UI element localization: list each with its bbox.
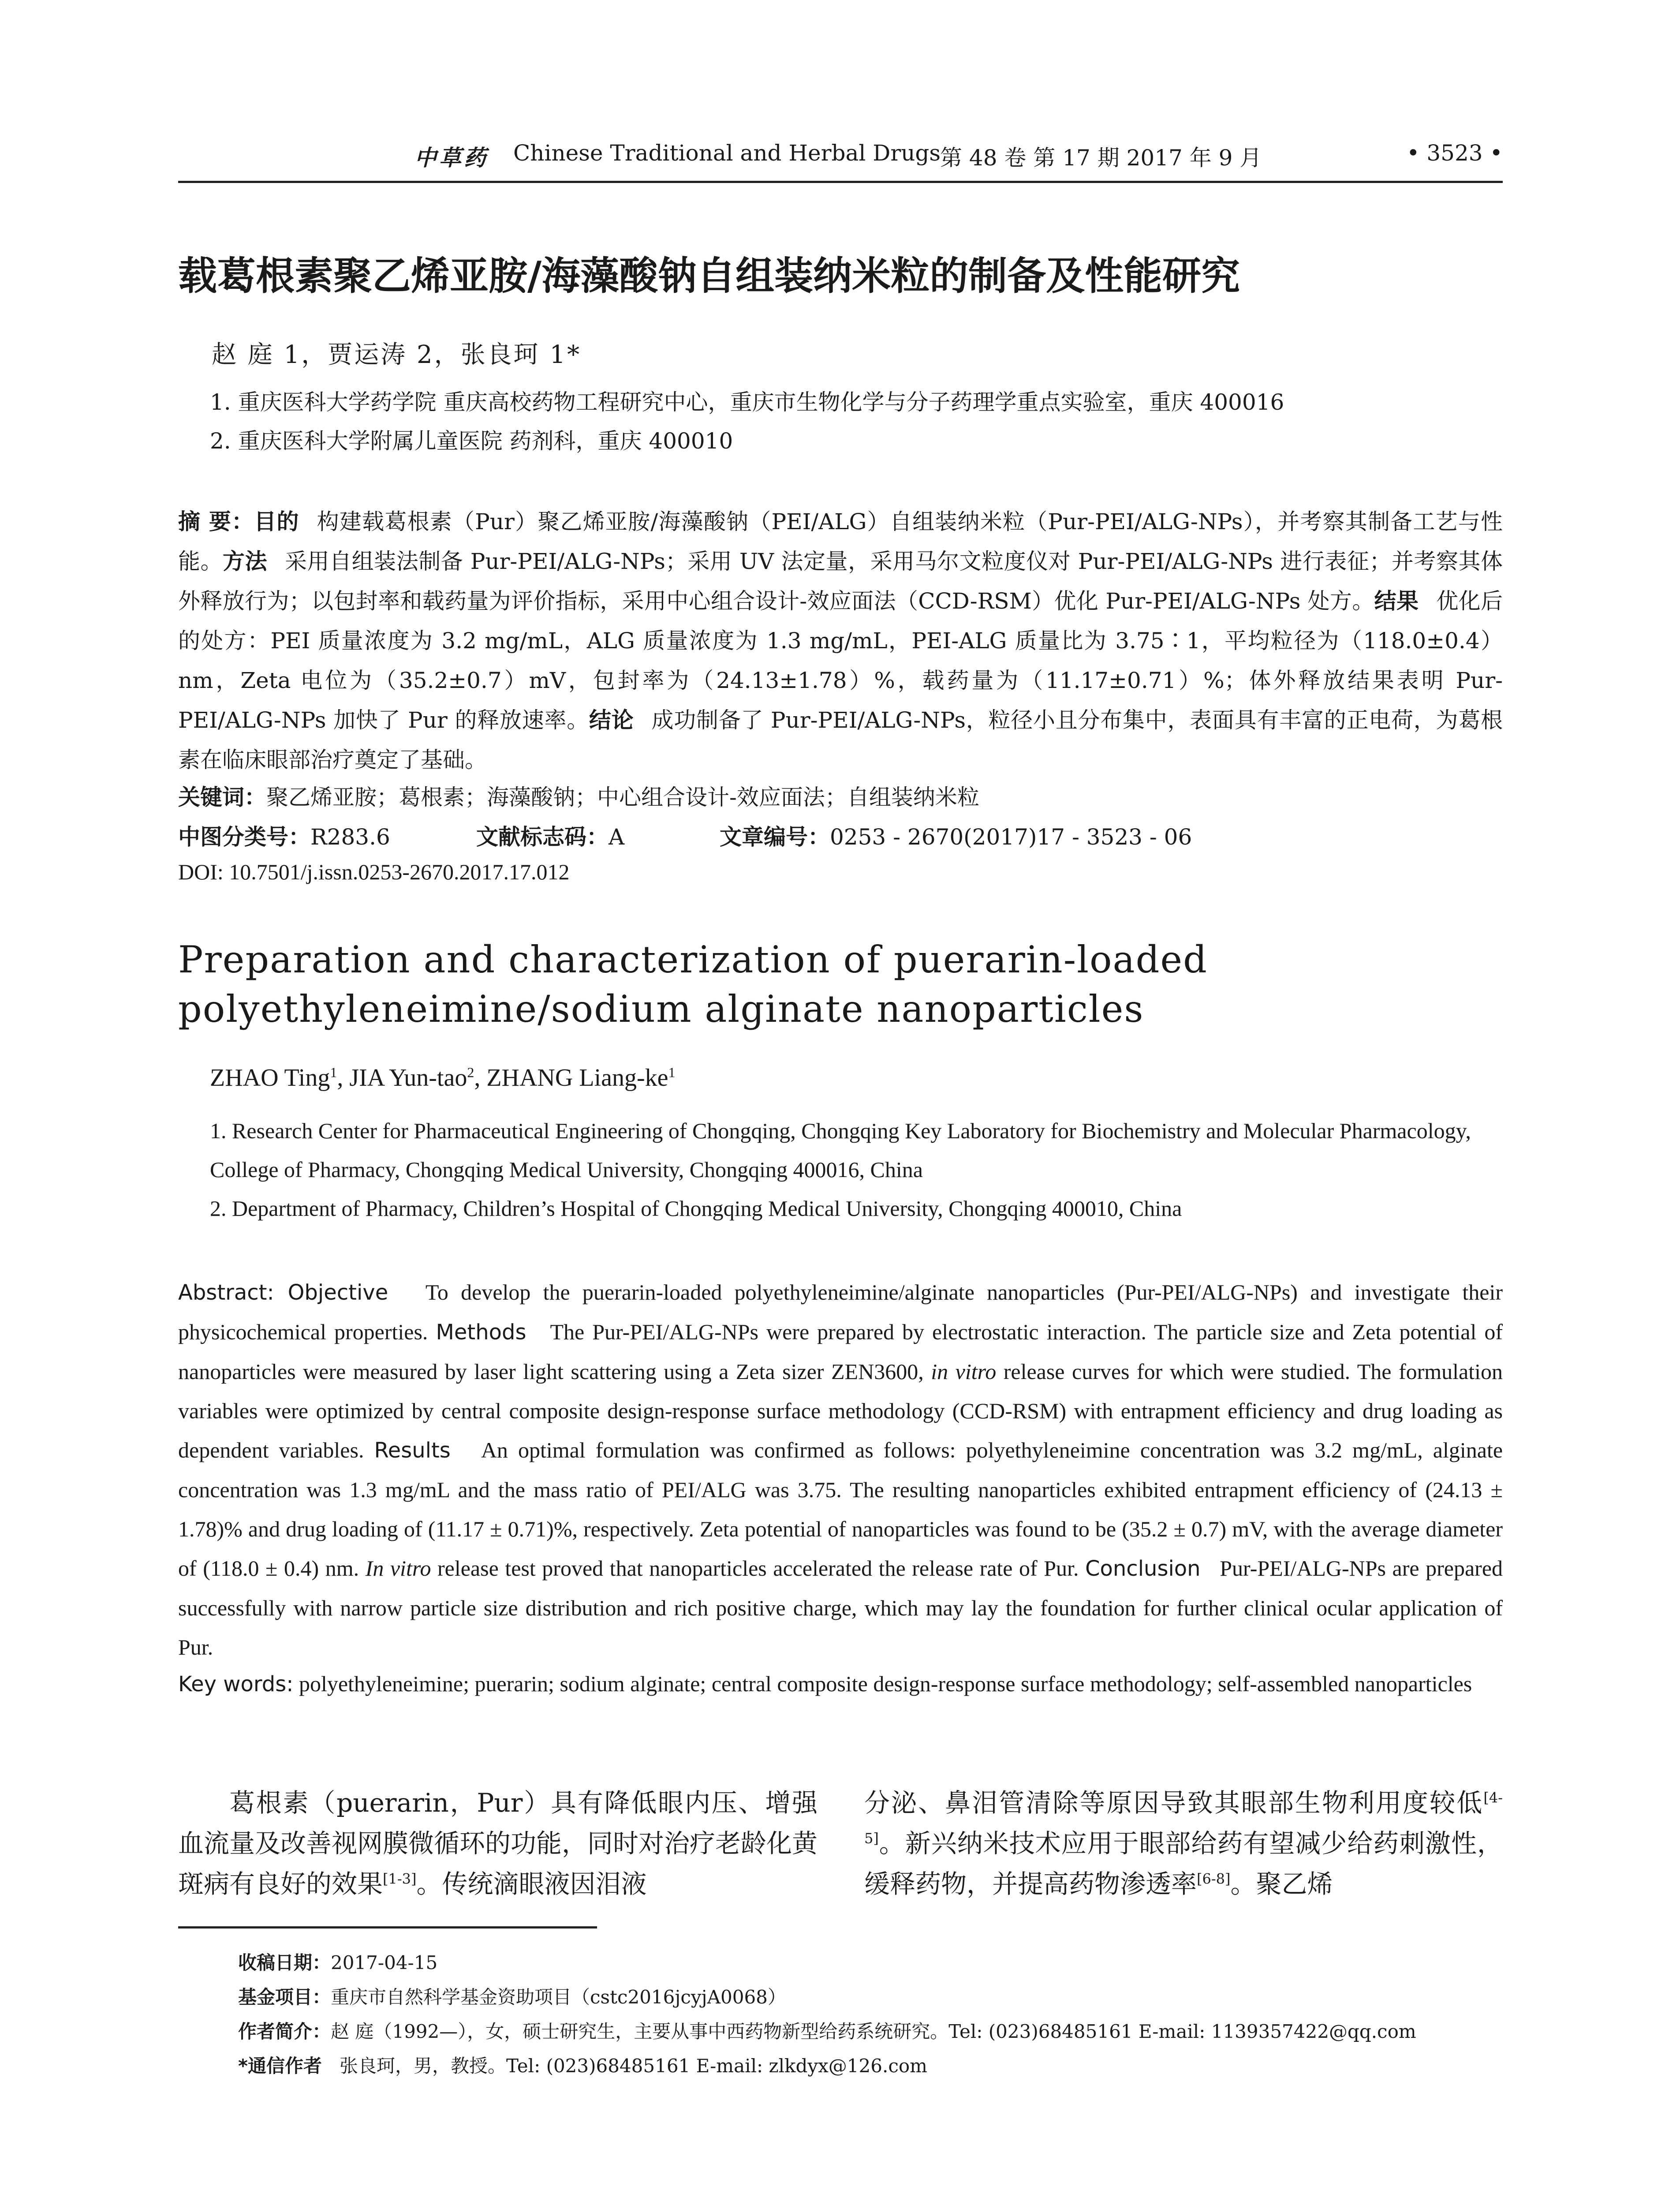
objective-text-en: To develop the puerarin-loaded polyethyleneimine/alginate nanoparticles (Pur-PEI/ALG-NPs) and investigate their physicochemical properties. — [178, 1280, 1503, 1344]
received-label: 收稿日期： — [238, 1952, 331, 1973]
methods-text-en-a: The Pur-PEI/ALG-NPs were prepared by electrostatic interaction. The particle size and Zeta potential of nanoparticles were measured by laser light scattering using a Zeta sizer ZEN3600, — [178, 1319, 1503, 1384]
issue-info: 第 48 卷 第 17 期 2017 年 9 月 — [940, 145, 1262, 171]
article-number — [720, 819, 1192, 851]
methods-text-cn: 采用自组装法制备 Pur-PEI/ALG-NPs；采用 UV 法定量，采用马尔文粒度仪对 Pur-PEI/ALG-NPs 进行表征；并考察其体外释放行为；以包封率和载药量为评价指标，采用中心组合设计-效应面法（CCD-RSM）优化 Pur-PEI/ALG-NPs 处方。 — [178, 549, 1503, 614]
keywords-cn — [178, 780, 979, 811]
journal-name-en: Chinese Traditional and Herbal Drugs — [513, 140, 941, 166]
citation-1-3: [1-3] — [383, 1870, 417, 1887]
article-title-en: Preparation and characterization of puerarin-loaded polyethyleneimine/sodium alginate nanoparticles — [178, 938, 1208, 1031]
keywords-en — [178, 1664, 1503, 1704]
page-number: • 3523 • — [1406, 140, 1503, 166]
body-col1-text-b: 。传统滴眼液因泪液 — [416, 1869, 647, 1899]
authors-en — [210, 1064, 675, 1092]
affiliation-en-2: 2. Department of Pharmacy, Children’s Hospital of Chongqing Medical University, Chongqing 400010, China — [210, 1196, 1182, 1221]
methods-label-en: Methods — [436, 1320, 526, 1345]
doi: DOI: 10.7501/j.issn.0253-2670.2017.17.012 — [178, 860, 570, 884]
author-en-3-aff: 1 — [668, 1064, 676, 1080]
running-header — [178, 140, 1503, 183]
body-column-1 — [178, 1783, 818, 1904]
methods-label-cn: 方法 — [223, 549, 268, 574]
objective-label-cn: 目的 — [254, 509, 299, 534]
conclusion-label-en: Conclusion — [1085, 1556, 1201, 1581]
conclusion-text-cn: 成功制备了 Pur-PEI/ALG-NPs，粒径小且分布集中，表面具有丰富的正电荷，为葛根素在临床眼部治疗奠定了基础。 — [178, 707, 1503, 773]
document-code-value: A — [609, 824, 625, 850]
corresponding-text: 张良珂，男，教授。Tel: (023)68485161 E-mail: zlkdyx@126.com — [340, 2055, 927, 2077]
body-col2-text-a: 分泌、鼻泪管清除等原因导致其眼部生物利用度较低 — [864, 1788, 1484, 1818]
author-en-1: ZHAO Ting — [210, 1064, 330, 1091]
funding-label: 基金项目： — [238, 1986, 331, 2008]
conclusion-label-cn: 结论 — [589, 707, 634, 733]
abstract-en-label: Abstract: Objective — [178, 1280, 388, 1305]
abstract-en — [178, 1273, 1503, 1667]
results-label-cn: 结果 — [1374, 588, 1419, 614]
abstract-cn — [178, 502, 1503, 780]
results-text-en-a: An optimal formulation was confirmed as follows: polyethyleneimine concentration was 3.2 mg/mL, alginate concentration was 1.3 mg/mL and the mass ratio of PEI/ALG was 3.75. The resulting nanoparticles exhibited entrapment efficiency of (24.13 ± 1.78)% and drug loading of (11.17 ± 0.71)%, respectively. Zeta potential of nanoparticles was found to be (35.2 ± 0.7) mV, with the average diameter of (118.0 ± 0.4) nm. — [178, 1438, 1503, 1581]
body-col2-text-b: 。新兴纳米技术应用于眼部给药有望减少给药刺激性，缓释药物，并提高药物渗透率 — [864, 1828, 1503, 1899]
conclusion-text-en: Pur-PEI/ALG-NPs are prepared successfully with narrow particle size distribution and rich positive charge, which may lay the foundation for further clinical ocular application of Pur. — [178, 1556, 1503, 1659]
affiliation-en-1: 1. Research Center for Pharmaceutical Engineering of Chongqing, Chongqing Key Laboratory for Biochemistry and Molecular Pharmacology, College of Pharmacy, Chongqing Medical University, Chongqing 400016, China — [210, 1118, 1471, 1182]
keywords-en-value: polyethyleneimine; puerarin; sodium alginate; central composite design-response surface methodology; self-assembled nanoparticles — [299, 1671, 1472, 1696]
authors-cn: 赵 庭 1，贾运涛 2，张良珂 1* — [212, 340, 582, 369]
keywords-cn-label: 关键词： — [178, 785, 266, 810]
author-en-3: , ZHANG Liang-ke — [474, 1064, 668, 1091]
affiliation-cn-2: 2. 重庆医科大学附属儿童医院 药剂科，重庆 400010 — [210, 428, 733, 454]
body-col2-text-c: 。聚乙烯 — [1230, 1869, 1333, 1899]
clc-value: R283.6 — [310, 824, 390, 850]
author-en-2-aff: 2 — [467, 1064, 474, 1080]
clc-label: 中图分类号： — [178, 824, 310, 850]
author-bio-text: 赵 庭（1992—），女，硕士研究生，主要从事中西药物新型给药系统研究。Tel: (023)68485161 E-mail: 1139357422@qq.com — [331, 2021, 1416, 2042]
citation-6-8: [6-8] — [1197, 1870, 1231, 1887]
clc-number — [178, 819, 390, 851]
footnote-divider — [178, 1926, 597, 1928]
citation-4-5: [4-5] — [864, 1789, 1503, 1847]
in-vitro-2: In vitro — [365, 1556, 431, 1581]
results-text-cn: 优化后的处方：PEI 质量浓度为 3.2 mg/mL，ALG 质量浓度为 1.3 mg/mL，PEI-ALG 质量比为 3.75∶1，平均粒径为（118.0±0.4）nm，Zeta 电位为（35.2±0.7）mV，包封率为（24.13±1.78）%，载药量为（11.17±0.71）%；体外释放结果表明 Pur-PEI/ALG-NPs 加快了 Pur 的释放速率。 — [178, 588, 1503, 733]
author-bio-label: 作者简介： — [238, 2021, 331, 2042]
methods-text-en-b: release curves for which were studied. The formulation variables were optimized by central composite design-response surface methodology (CCD-RSM) with entrapment efficiency and drug loading as dependent variables. — [178, 1359, 1503, 1462]
body-col1-text-a: 葛根素（puerarin，Pur）具有降低眼内压、增强血流量及改善视网膜微循环的功能，同时对治疗老龄化黄斑病有良好的效果 — [178, 1788, 818, 1899]
in-vitro-1: in vitro — [931, 1359, 997, 1384]
results-text-en-b: release test proved that nanoparticles accelerated the release rate of Pur. — [437, 1556, 1079, 1581]
footnote-funding — [238, 1983, 786, 2009]
author-en-2: , JIA Yun-tao — [337, 1064, 467, 1091]
article-title-cn: 载葛根素聚乙烯亚胺/海藻酸钠自组装纳米粒的制备及性能研究 — [178, 253, 1240, 299]
document-code — [476, 819, 624, 851]
author-en-1-aff: 1 — [330, 1064, 337, 1080]
body-column-2 — [864, 1783, 1503, 1904]
journal-name-cn: 中草药 — [414, 145, 489, 171]
affiliation-cn-1: 1. 重庆医科大学药学院 重庆高校药物工程研究中心，重庆市生物化学与分子药理学重点实验室，重庆 400016 — [210, 389, 1284, 415]
objective-text-cn: 构建载葛根素（Pur）聚乙烯亚胺/海藻酸钠（PEI/ALG）自组装纳米粒（Pur-PEI/ALG-NPs），并考察其制备工艺与性能。 — [178, 509, 1503, 574]
received-date: 2017-04-15 — [331, 1952, 438, 1973]
footnote-received — [238, 1948, 437, 1975]
corresponding-label: *通信作者 — [238, 2055, 322, 2077]
article-number-label: 文章编号： — [720, 824, 830, 850]
abstract-cn-label: 摘 要： — [178, 509, 254, 534]
keywords-cn-value: 聚乙烯亚胺；葛根素；海藻酸钠；中心组合设计-效应面法；自组装纳米粒 — [266, 785, 979, 810]
document-code-label: 文献标志码： — [476, 824, 609, 850]
footnote-corresponding-author — [238, 2052, 927, 2078]
article-number-value: 0253 - 2670(2017)17 - 3523 - 06 — [830, 824, 1192, 850]
results-label-en: Results — [374, 1438, 451, 1463]
funding-text: 重庆市自然科学基金资助项目（cstc2016jcyjA0068） — [331, 1986, 786, 2008]
keywords-en-label: Key words: — [178, 1672, 294, 1697]
footnote-author-bio — [238, 2017, 1416, 2044]
